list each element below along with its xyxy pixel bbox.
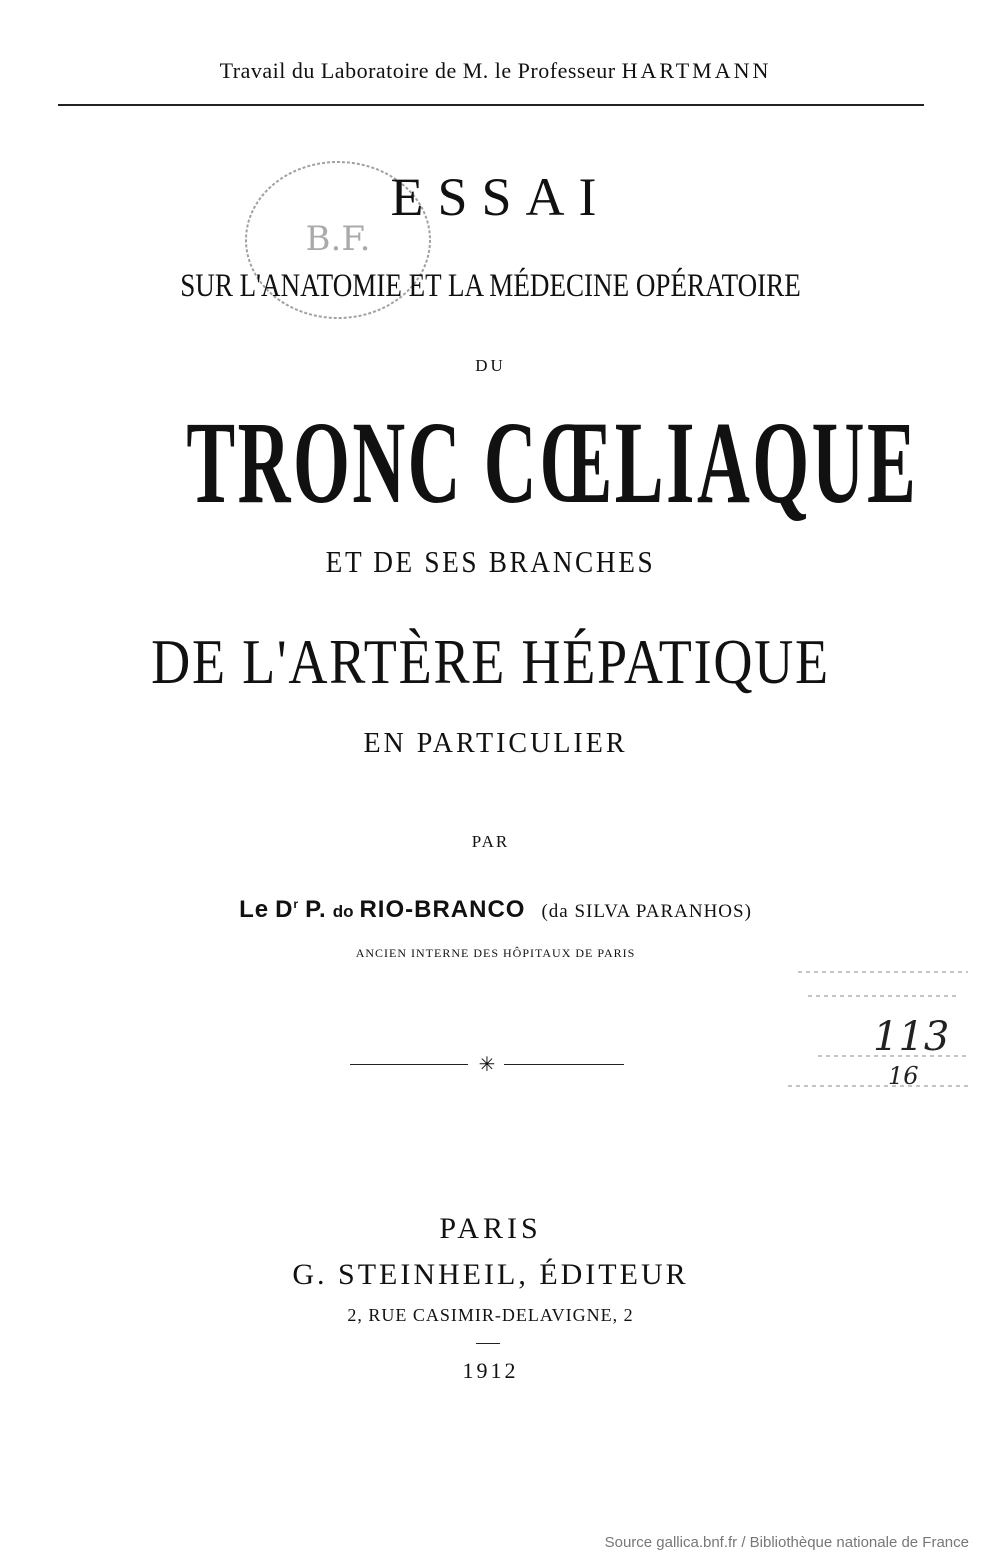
publisher-name: G. STEINHEIL, ÉDITEUR	[292, 1258, 689, 1291]
author-initial: P.	[305, 896, 327, 923]
subtitle-du: DU	[475, 356, 506, 375]
publisher-city: PARIS	[439, 1212, 542, 1245]
title-essai: ESSAI	[390, 167, 611, 227]
author-surname: RIO-BRANCO	[359, 896, 526, 923]
author-dr: $D^r$	[275, 896, 300, 923]
laboratory-text: Travail du Laboratoire de M. le Professeur	[219, 58, 616, 83]
ornament-rule-right	[504, 1064, 624, 1065]
publisher-address: 2, RUE CASIMIR-DELAVIGNE, 2	[347, 1305, 634, 1325]
author-le: Le	[239, 896, 270, 923]
subtitle-branches: ET DE SES BRANCHES	[325, 544, 656, 579]
publication-year: 1912	[462, 1358, 519, 1383]
subtitle-artere: DE L'ARTÈRE HÉPATIQUE	[151, 627, 830, 697]
asterism-icon: ✳	[478, 1052, 496, 1076]
shelfmark-annotation	[788, 966, 978, 1096]
ornament-rule-left	[350, 1064, 468, 1065]
author-line	[0, 896, 981, 924]
stamp-letters: B.F.	[305, 219, 371, 259]
author-position: ANCIEN INTERNE DES HÔPITAUX DE PARIS	[355, 946, 636, 960]
header-rule	[58, 104, 924, 106]
source-credit: Source gallica.bnf.fr / Bibliothèque nationale de France	[604, 1534, 969, 1551]
ornament-divider	[350, 1052, 624, 1076]
shelfmark-number: 113	[873, 1014, 950, 1060]
shelfmark-sub: 16	[888, 1062, 919, 1090]
subtitle-anatomie: SUR L'ANATOMIE ET LA MÉDECINE OPÉRATOIRE	[180, 268, 801, 304]
professor-name: HARTMANN	[621, 58, 772, 83]
author-family-name: (da SILVA PARANHOS)	[541, 901, 752, 922]
main-title: TRONC CŒLIAQUE	[186, 397, 919, 528]
year-divider	[476, 1343, 500, 1344]
laboratory-header	[0, 58, 981, 84]
subtitle-particulier: EN PARTICULIER	[363, 728, 628, 759]
author-do: do	[332, 902, 354, 921]
by-label: PAR	[471, 832, 510, 851]
